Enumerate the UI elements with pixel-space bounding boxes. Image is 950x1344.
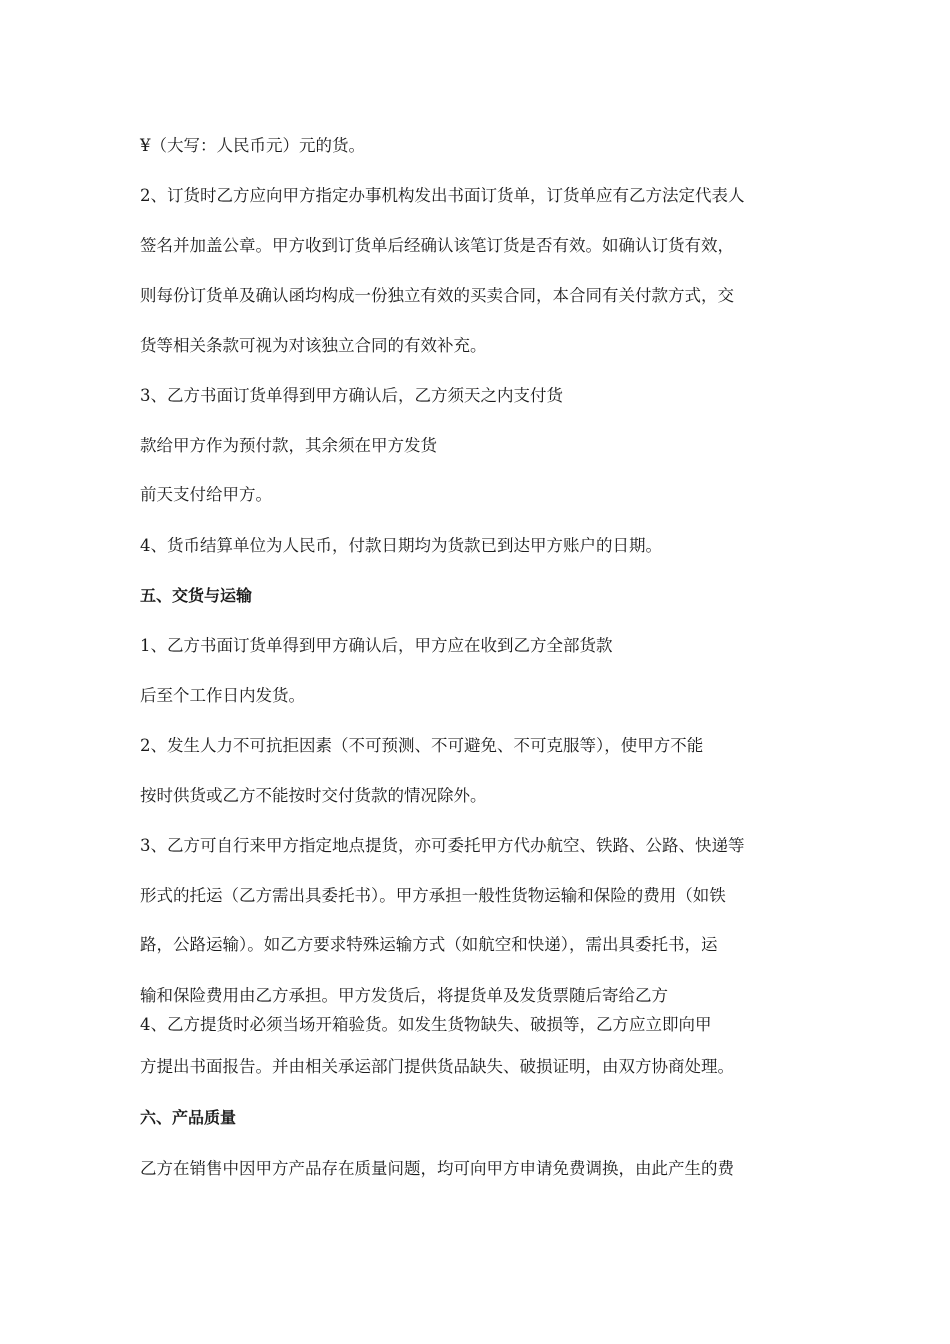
text-line: 方提出书面报告。并由相关承运部门提供货品缺失、破损证明，由双方协商处理。: [140, 1057, 734, 1076]
text-line: 路，公路运输）。如乙方要求特殊运输方式（如航空和快递），需出具委托书，运: [140, 935, 718, 954]
text-line: 2、订货时乙方应向甲方指定办事机构发出书面订货单，订货单应有乙方法定代表人: [140, 186, 745, 205]
section-heading: 六、产品质量: [140, 1108, 237, 1127]
text-line: 货等相关条款可视为对该独立合同的有效补充。: [140, 336, 487, 355]
text-line: 形式的托运（乙方需出具委托书）。甲方承担一般性货物运输和保险的费用（如铁: [140, 886, 726, 905]
text-line: 3、乙方书面订货单得到甲方确认后，乙方须天之内支付货: [140, 386, 563, 405]
text-line: 款给甲方作为预付款，其余须在甲方发货: [140, 436, 437, 455]
section-heading: 五、交货与运输: [140, 586, 253, 605]
text-line: 4、货币结算单位为人民币，付款日期均为货款已到达甲方账户的日期。: [140, 536, 662, 555]
text-line: ¥（大写：人民币元）元的货。: [140, 136, 365, 155]
text-line: 2、发生人力不可抗拒因素（不可预测、不可避免、不可克服等），使甲方不能: [140, 736, 704, 755]
text-line: 前天支付给甲方。: [140, 485, 272, 504]
text-line: 按时供货或乙方不能按时交付货款的情况除外。: [140, 786, 487, 805]
text-line: 签名并加盖公章。甲方收到订货单后经确认该笔订货是否有效。如确认订货有效，: [140, 236, 734, 255]
text-line: 3、乙方可自行来甲方指定地点提货，亦可委托甲方代办航空、铁路、公路、快递等: [140, 836, 745, 855]
text-line: 后至个工作日内发货。: [140, 686, 305, 705]
text-line: 乙方在销售中因甲方产品存在质量问题，均可向甲方申请免费调换，由此产生的费: [140, 1159, 734, 1178]
text-line: 则每份订货单及确认函均构成一份独立有效的买卖合同，本合同有关付款方式，交: [140, 286, 734, 305]
text-line: 4、乙方提货时必须当场开箱验货。如发生货物缺失、破损等，乙方应立即向甲: [140, 1015, 712, 1034]
text-line: 输和保险费用由乙方承担。甲方发货后，将提货单及发货票随后寄给乙方: [140, 986, 668, 1005]
text-line: 1、乙方书面订货单得到甲方确认后，甲方应在收到乙方全部货款: [140, 636, 613, 655]
